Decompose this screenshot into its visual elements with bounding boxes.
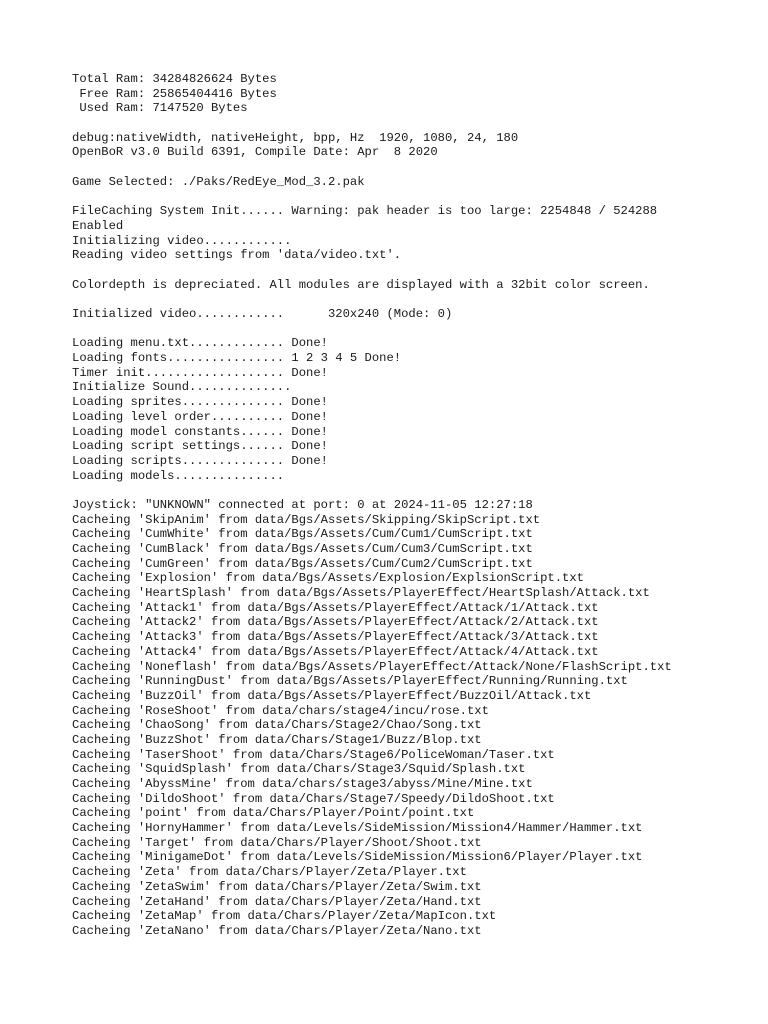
log-line: Cacheing 'HornyHammer' from data/Levels/SideMission/Mission4/Hammer/Hammer.txt (72, 821, 643, 836)
log-line: Cacheing 'CumWhite' from data/Bgs/Assets/Cum/Cum1/CumScript.txt (72, 527, 533, 542)
log-line: Cacheing 'ZetaNano' from data/Chars/Player/Zeta/Nano.txt (72, 923, 482, 938)
log-line: Cacheing 'Attack2' from data/Bgs/Assets/PlayerEffect/Attack/2/Attack.txt (72, 615, 599, 630)
log-line: Cacheing 'ChaoSong' from data/Chars/Stage2/Chao/Song.txt (72, 718, 482, 733)
log-line: Cacheing 'Attack3' from data/Bgs/Assets/PlayerEffect/Attack/3/Attack.txt (72, 630, 599, 645)
log-line: Cacheing 'DildoShoot' from data/Chars/Stage7/Speedy/DildoShoot.txt (72, 791, 555, 806)
log-line: Cacheing 'ZetaSwim' from data/Chars/Player/Zeta/Swim.txt (72, 879, 482, 894)
log-line: Loading sprites.............. Done! (72, 395, 328, 410)
log-output (72, 72, 762, 939)
log-line: Cacheing 'TaserShoot' from data/Chars/Stage6/PoliceWoman/Taser.txt (72, 747, 555, 762)
log-line: Initialized video............ 320x240 (Mode: 0) (72, 307, 453, 321)
log-line: Used Ram: 7147520 Bytes (72, 101, 248, 116)
log-line: OpenBoR v3.0 Build 6391, Compile Date: Apr 8 2020 (72, 145, 438, 160)
log-line: debug:nativeWidth, nativeHeight, bpp, Hz 1920, 1080, 24, 180 (72, 130, 519, 145)
log-line: Free Ram: 25865404416 Bytes (72, 86, 277, 101)
log-line: Cacheing 'Attack4' from data/Bgs/Assets/PlayerEffect/Attack/4/Attack.txt (72, 644, 599, 659)
log-line: Timer init................... Done! (72, 365, 328, 380)
log-line: Cacheing 'Zeta' from data/Chars/Player/Zeta/Player.txt (72, 865, 467, 880)
log-line: Loading fonts................ 1 2 3 4 5 Done! (72, 351, 402, 366)
log-line: Total Ram: 34284826624 Bytes (72, 72, 277, 86)
log-line: Cacheing 'RoseShoot' from data/chars/stage4/incu/rose.txt (72, 703, 489, 718)
log-line: Cacheing 'BuzzOil' from data/Bgs/Assets/PlayerEffect/BuzzOil/Attack.txt (72, 688, 592, 703)
log-line: Cacheing 'CumGreen' from data/Bgs/Assets/Cum/Cum2/CumScript.txt (72, 556, 533, 571)
blank-line (72, 292, 762, 307)
blank-line (72, 116, 762, 131)
log-line: Cacheing 'AbyssMine' from data/chars/stage3/abyss/Mine/Mine.txt (72, 777, 533, 791)
log-line: Initializing video............ (72, 233, 292, 248)
log-line: Cacheing 'RunningDust' from data/Bgs/Assets/PlayerEffect/Running/Running.txt (72, 674, 628, 689)
log-line: Cacheing 'Noneflash' from data/Bgs/Assets/PlayerEffect/Attack/None/FlashScript.txt (72, 659, 672, 674)
log-line: Loading script settings...... Done! (72, 439, 328, 454)
log-line: Loading menu.txt............. Done! (72, 336, 328, 351)
blank-line (72, 160, 762, 175)
log-line: FileCaching System Init...... Warning: pak header is too large: 2254848 / 524288 (72, 204, 658, 219)
log-line: Cacheing 'ZetaMap' from data/Chars/Player/Zeta/MapIcon.txt (72, 909, 497, 924)
blank-line (72, 263, 762, 278)
log-line: Cacheing 'CumBlack' from data/Bgs/Assets/Cum/Cum3/CumScript.txt (72, 542, 533, 556)
log-line: Cacheing 'MinigameDot' from data/Levels/SideMission/Mission6/Player/Player.txt (72, 850, 643, 865)
log-line: Joystick: "UNKNOWN" connected at port: 0 at 2024-11-05 12:27:18 (72, 497, 533, 512)
log-line: Initialize Sound.............. (72, 380, 292, 395)
log-line: Cacheing 'point' from data/Chars/Player/Point/point.txt (72, 806, 475, 821)
blank-line (72, 483, 762, 498)
log-line: Cacheing 'SquidSplash' from data/Chars/Stage3/Squid/Splash.txt (72, 762, 526, 777)
log-line: Cacheing 'Explosion' from data/Bgs/Assets/Explosion/ExplsionScript.txt (72, 571, 584, 586)
log-line: Loading level order.......... Done! (72, 409, 328, 424)
log-line: Loading models............... (72, 468, 285, 483)
log-line: Cacheing 'BuzzShot' from data/Chars/Stage1/Buzz/Blop.txt (72, 732, 482, 747)
log-line: Loading model constants...... Done! (72, 424, 328, 439)
log-line: Enabled (72, 218, 124, 233)
log-line: Cacheing 'ZetaHand' from data/Chars/Player/Zeta/Hand.txt (72, 894, 482, 909)
log-line: Cacheing 'Attack1' from data/Bgs/Assets/PlayerEffect/Attack/1/Attack.txt (72, 600, 599, 615)
blank-line (72, 190, 762, 205)
log-line: Colordepth is depreciated. All modules are displayed with a 32bit color screen. (72, 277, 650, 292)
log-line: Reading video settings from 'data/video.txt'. (72, 248, 402, 263)
log-line: Cacheing 'HeartSplash' from data/Bgs/Assets/PlayerEffect/HeartSplash/Attack.txt (72, 586, 650, 601)
log-line: Game Selected: ./Paks/RedEye_Mod_3.2.pak (72, 174, 365, 189)
blank-line (72, 322, 762, 337)
log-line: Loading scripts.............. Done! (72, 453, 328, 468)
log-line: Cacheing 'SkipAnim' from data/Bgs/Assets/Skipping/SkipScript.txt (72, 512, 541, 527)
log-line: Cacheing 'Target' from data/Chars/Player/Shoot/Shoot.txt (72, 835, 482, 850)
